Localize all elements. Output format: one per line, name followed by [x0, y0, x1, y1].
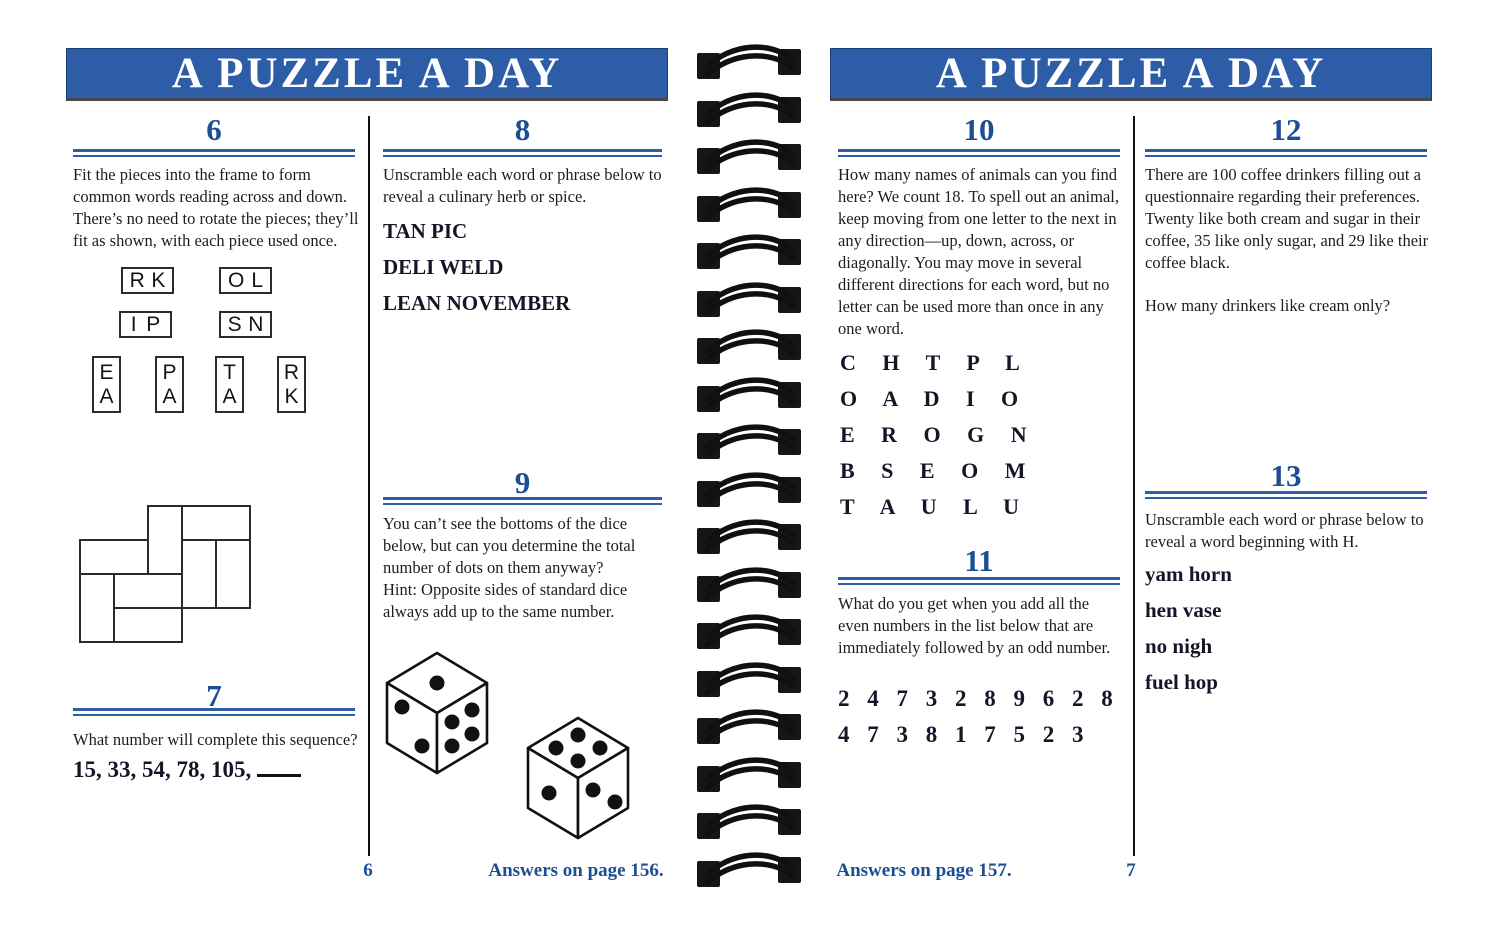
binding-coil: [696, 608, 802, 654]
left-answers-note: Answers on page 156.: [488, 860, 664, 881]
puzzle-11-number-line: 4 7 3 8 1 7 5 2 3: [838, 722, 1090, 747]
piece-letter: N: [248, 312, 264, 336]
puzzle-7-rule: [73, 708, 355, 716]
puzzle-7-number: 7: [206, 678, 222, 713]
piece-letter: L: [251, 268, 263, 292]
piece-letter: A: [99, 385, 114, 409]
puzzle-11-rule: [838, 577, 1120, 585]
binding-coil: [696, 751, 802, 797]
puzzle-7-text: What number will complete this sequence?: [73, 730, 358, 749]
puzzle-10-number: 10: [963, 112, 995, 147]
piece-letter: K: [151, 268, 166, 292]
right-answers-note: Answers on page 157.: [836, 860, 1012, 881]
left-page-column-divider: [368, 116, 370, 856]
piece-letter: A: [222, 385, 237, 409]
puzzle-6-rule: [73, 149, 355, 157]
puzzle-10-text: How many names of animals can you find here? We count 18. To spell out an animal, keep moving from one letter to the next in any direction—up, down, across, or diagonally. You may move in several different directions for each word, but no letter can be used more than once in any one word.: [838, 165, 1119, 338]
binding-coil: [696, 228, 802, 274]
binding-coil: [696, 133, 802, 179]
letter-grid-row: E R O G N: [840, 422, 1034, 447]
puzzle-6-number: 6: [206, 112, 222, 147]
frame-diagram: [77, 503, 253, 645]
binding-coil: [696, 86, 802, 132]
puzzle-12-text: There are 100 coffee drinkers filling out a questionnaire regarding their preferences. Twenty like both cream and sugar in their coffee, 35 like only sugar, and 29 like their coffee black.: [1145, 165, 1429, 272]
puzzle-12-number: 12: [1270, 112, 1302, 147]
die-1: [377, 648, 497, 780]
piece-letter: A: [162, 385, 177, 409]
binding-coil: [696, 798, 802, 844]
piece-letter: I: [130, 312, 137, 336]
binding-coil: [696, 466, 802, 512]
piece-letter: P: [146, 312, 161, 336]
puzzle-13-item: no nigh: [1145, 634, 1213, 658]
binding-coil: [696, 38, 802, 84]
letter-grid-row: B S E O M: [840, 458, 1033, 483]
puzzle-13-rule: [1145, 491, 1427, 499]
puzzle-13-number: 13: [1270, 458, 1302, 493]
binding-coil: [696, 656, 802, 702]
piece-letter: T: [223, 360, 236, 384]
puzzle-10-rule: [838, 149, 1120, 157]
spiral-binding: [696, 0, 804, 926]
piece-letter: K: [284, 385, 299, 409]
page-title: A PUZZLE A DAY: [935, 50, 1327, 97]
piece-letter: R: [283, 360, 300, 384]
puzzle-8-item: LEAN NOVEMBER: [383, 291, 571, 315]
puzzle-6-text: Fit the pieces into the frame to form common words reading across and down. There’s no need to rotate the pieces; they’ll fit as shown, with each piece used once.: [73, 165, 359, 250]
letter-piece-rk-vertical: [277, 356, 306, 413]
letter-piece-sn: [219, 311, 272, 338]
puzzle-9-hint: Hint: Opposite sides of standard dice always add up to the same number.: [383, 580, 628, 621]
piece-letter: O: [227, 268, 245, 292]
piece-letter: P: [162, 360, 177, 384]
right-page-number: 7: [1126, 860, 1136, 881]
puzzle-7-sequence: [73, 757, 301, 783]
puzzle-9-rule: [383, 497, 662, 505]
die-2: [518, 713, 638, 845]
puzzle-12-question: How many drinkers like cream only?: [1145, 296, 1391, 315]
puzzle-8-item: DELI WELD: [383, 255, 504, 279]
letter-grid-row: C H T P L: [840, 350, 1027, 375]
puzzle-8-item: TAN PIC: [383, 219, 468, 243]
binding-coil: [696, 513, 802, 559]
letter-piece-rk: [121, 267, 174, 294]
puzzle-8-text: Unscramble each word or phrase below to reveal a culinary herb or spice.: [383, 165, 662, 206]
puzzle-8-number: 8: [514, 112, 531, 147]
puzzle-12-rule: [1145, 149, 1427, 157]
right-page-column-divider: [1133, 116, 1135, 856]
binding-coil: [696, 371, 802, 417]
puzzle-9-text: You can’t see the bottoms of the dice below, but can you determine the total number of dots on them anyway?: [383, 514, 636, 577]
sequence-numbers: 15, 33, 54, 78, 105,: [73, 757, 252, 782]
puzzle-13-text: Unscramble each word or phrase below to reveal a word beginning with H.: [1145, 510, 1424, 551]
puzzle-13-item: hen vase: [1145, 598, 1222, 622]
binding-coil: [696, 418, 802, 464]
answer-blank: [257, 759, 301, 777]
puzzle-11-number-line: 2 4 7 3 2 8 9 6 2 8: [838, 686, 1119, 711]
puzzle-11-text: What do you get when you add all the even numbers in the list below that are immediately followed by an odd number.: [838, 594, 1111, 657]
binding-coil: [696, 561, 802, 607]
letter-piece-ol: [219, 267, 272, 294]
binding-coil: [696, 181, 802, 227]
right-page-title-banner: [830, 48, 1432, 101]
piece-letter: E: [99, 360, 114, 384]
puzzle-13-item: yam horn: [1145, 562, 1232, 586]
letter-piece-ta: [215, 356, 244, 413]
binding-coil: [696, 703, 802, 749]
puzzle-11-number: 11: [964, 543, 994, 578]
left-page-number: 6: [363, 860, 373, 881]
puzzle-13-item: fuel hop: [1145, 670, 1218, 694]
letter-grid-row: T A U L U: [840, 494, 1026, 519]
left-page-title-banner: [66, 48, 668, 101]
binding-coil: [696, 276, 802, 322]
puzzle-8-rule: [383, 149, 662, 157]
letter-grid-row: O A D I O: [840, 386, 1026, 411]
page-title: A PUZZLE A DAY: [171, 50, 563, 97]
letter-piece-pa: [155, 356, 184, 413]
letter-piece-ip: [119, 311, 172, 338]
piece-letter: S: [227, 312, 242, 336]
puzzle-9-number: 9: [514, 465, 531, 500]
piece-letter: R: [129, 268, 145, 292]
letter-piece-ea: [92, 356, 121, 413]
binding-coil: [696, 323, 802, 369]
